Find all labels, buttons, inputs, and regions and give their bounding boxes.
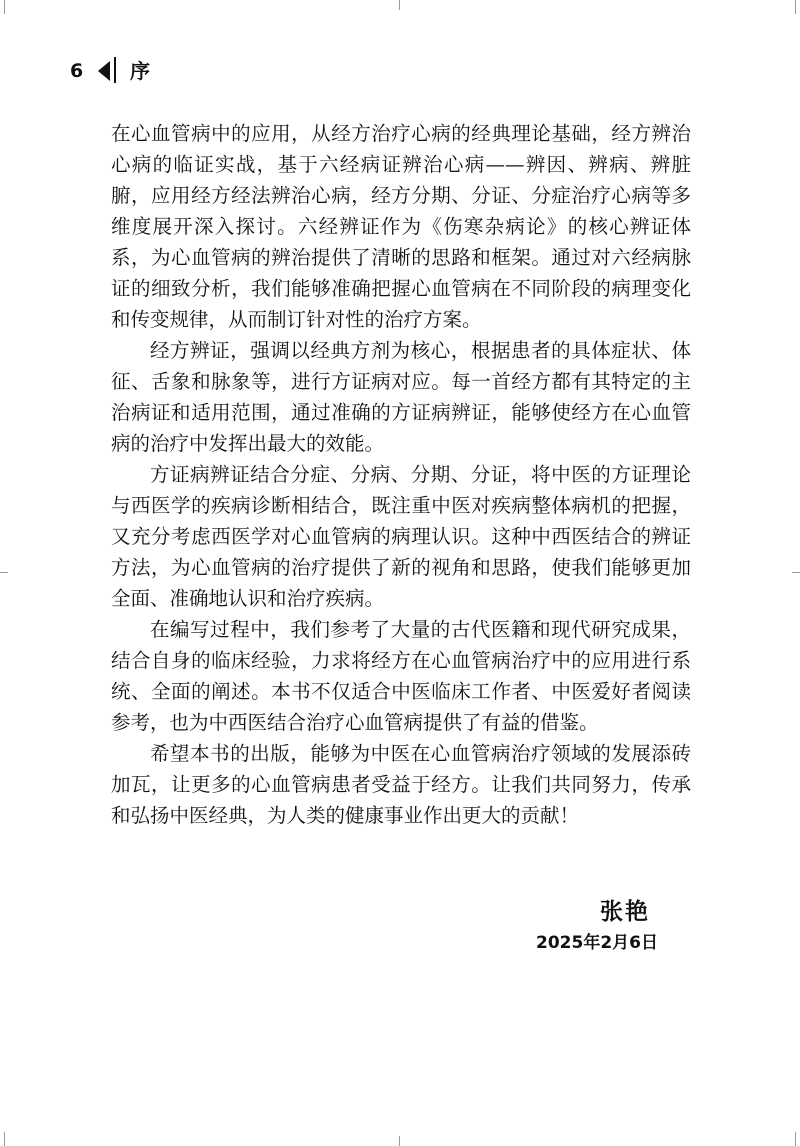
- crop-mark-top-right: [795, 0, 796, 14]
- crop-mark-top-left: [4, 0, 5, 14]
- crop-mark-top-center: [399, 0, 400, 10]
- paragraph: 经方辨证，强调以经典方剂为核心，根据患者的具体症状、体征、舌象和脉象等，进行方证病对应。每一首经方都有其特定的主治病证和适用范围，通过准确的方证病辨证，能够使经方在心血管病的治疗中发挥出最大的效能。: [111, 339, 691, 455]
- signature-date: 2025年2月6日: [536, 933, 658, 953]
- crop-mark-bottom-right: [795, 1132, 796, 1146]
- triangle-marker-icon: [98, 61, 110, 81]
- page-number: 6: [70, 60, 84, 82]
- crop-mark-right-middle: [792, 572, 800, 573]
- paragraph: 希望本书的出版，能够为中医在心血管病治疗领域的发展添砖加瓦，让更多的心血管病患者受益于经方。让我们共同努力，传承和弘扬中医经典，为人类的健康事业作出更大的贡献！: [111, 742, 691, 827]
- section-title: 序: [130, 59, 150, 83]
- crop-mark-bottom-center: [399, 1136, 400, 1146]
- crop-mark-left-middle: [0, 572, 8, 573]
- paragraph: 在编写过程中，我们参考了大量的古代医籍和现代研究成果，结合自身的临床经验，力求将经方在心血管病治疗中的应用进行系统、全面的阐述。本书不仅适合中医临床工作者、中医爱好者阅读参考，也为中西医结合治疗心血管病提供了有益的借鉴。: [111, 618, 691, 734]
- preface-body: [111, 118, 691, 831]
- paragraph: 在心血管病中的应用，从经方治疗心病的经典理论基础，经方辨治心病的临证实战，基于六经病证辨治心病——辨因、辨病、辨脏腑，应用经方经法辨治心病，经方分期、分证、分症治疗心病等多维度展开深入探讨。六经辨证作为《伤寒杂病论》的核心辨证体系，为心血管病的辨治提供了清晰的思路和框架。通过对六经病脉证的细致分析，我们能够准确把握心血管病在不同阶段的病理变化和传变规律，从而制订针对性的治疗方案。: [111, 122, 691, 331]
- crop-mark-bottom-left: [4, 1132, 5, 1146]
- author-signature: 张艳: [600, 899, 650, 925]
- header-divider: [114, 57, 116, 83]
- paragraph: 方证病辨证结合分症、分病、分期、分证，将中医的方证理论与西医学的疾病诊断相结合，既注重中医对疾病整体病机的把握，又充分考虑西医学对心血管病的病理认识。这种中西医结合的辨证方法，为心血管病的治疗提供了新的视角和思路，使我们能够更加全面、准确地认识和治疗疾病。: [111, 463, 691, 610]
